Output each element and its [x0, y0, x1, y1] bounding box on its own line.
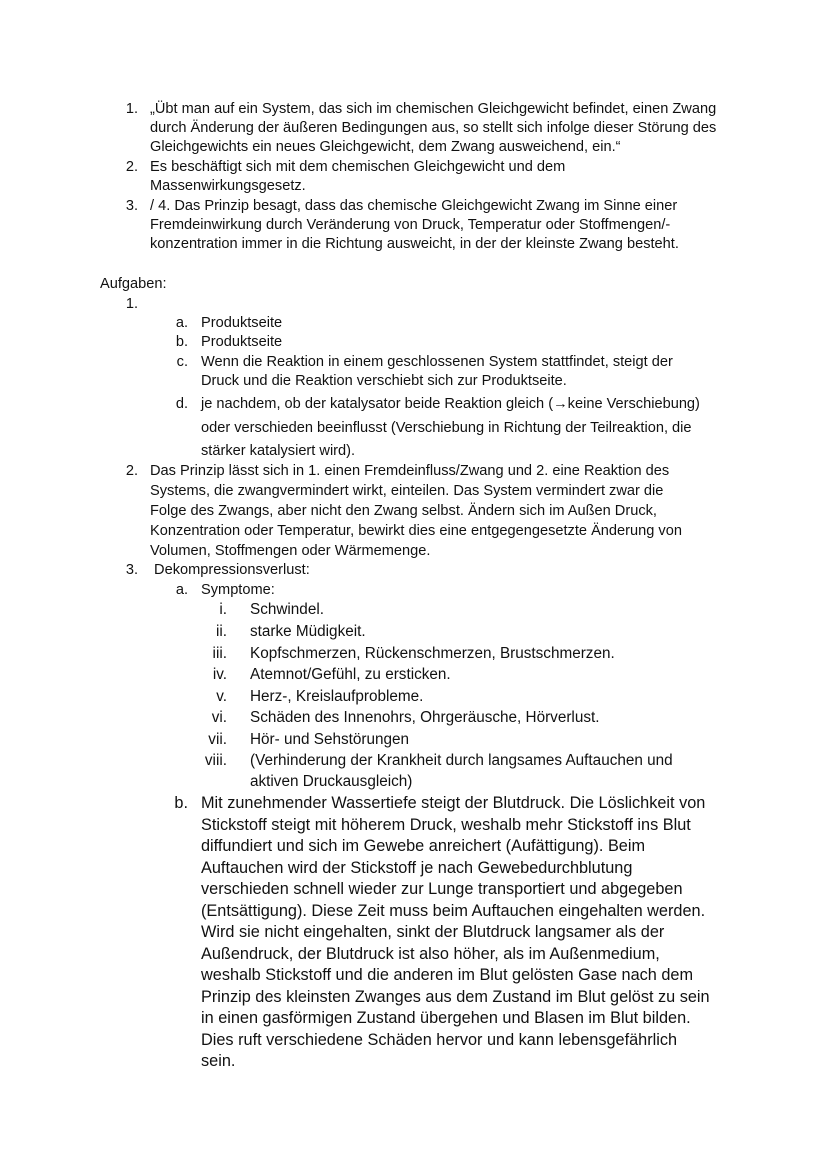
list-number: 2.	[125, 159, 138, 175]
text-line: Druck und die Reaktion verschiebt sich zur Produktseite.	[201, 373, 567, 389]
text-line: Dekompressionsverlust:	[150, 562, 310, 578]
text-line: „Übt man auf ein System, das sich im chemischen Gleichgewicht befindet, einen Zwang	[150, 101, 717, 117]
list-numeral: i.	[219, 601, 227, 618]
text-line: Außendruck, der Blutdruck ist also höher, als im Außenmedium,	[201, 945, 660, 963]
text-line: Schäden des Innenohrs, Ohrgeräusche, Hörverlust.	[250, 709, 600, 726]
text-line: Volumen, Stoffmengen oder Wärmemenge.	[150, 543, 431, 559]
text-line: Systems, die zwangvermindert wirkt, einteilen. Das System vermindert zwar die	[150, 483, 664, 499]
list-letter: d.	[175, 396, 188, 412]
text-line: Konzentration oder Temperatur, bewirkt dies eine entgegengesetzte Änderung von	[150, 523, 682, 539]
list-number: 3.	[125, 198, 138, 214]
text-line: Wenn die Reaktion in einem geschlossenen System stattfindet, steigt der	[201, 354, 673, 370]
list-number: 3.	[125, 562, 138, 578]
list-number: 2.	[125, 463, 138, 479]
text-line: Atemnot/Gefühl, zu ersticken.	[250, 666, 451, 683]
text-line: je nachdem, ob der katalysator beide Reaktion gleich (→keine Verschiebung)	[201, 396, 700, 412]
list-numeral: ii.	[215, 623, 227, 640]
text-line: Es beschäftigt sich mit dem chemischen Gleichgewicht und dem	[150, 159, 566, 175]
list-numeral: iv.	[212, 666, 227, 683]
list-number: 1.	[125, 101, 138, 117]
list-numeral: iii.	[212, 645, 227, 662]
text-line: Symptome:	[201, 582, 275, 598]
text-line: verschieden schnell wieder zur Lunge transportiert und abgegeben	[201, 880, 683, 898]
text-line: aktiven Druckausgleich)	[250, 773, 413, 790]
text-line: Stickstoff steigt mit höherem Druck, weshalb mehr Stickstoff ins Blut	[201, 816, 691, 834]
list-numeral: viii.	[204, 752, 227, 769]
list-letter: b.	[174, 794, 188, 812]
list-number: 1.	[125, 296, 138, 312]
list-letter: c.	[176, 354, 188, 370]
text-line: in einen gasförmigen Zustand übergehen und Blasen im Blut bilden.	[201, 1009, 691, 1027]
text-line: Kopfschmerzen, Rückenschmerzen, Brustschmerzen.	[250, 645, 615, 662]
text-line: (Entsättigung). Diese Zeit muss beim Auftauchen eingehalten werden.	[201, 902, 706, 920]
text-line: diffundiert und sich im Gewebe anreichert (Aufättigung). Beim	[201, 837, 646, 855]
text-line: Prinzip des kleinsten Zwanges aus dem Zustand im Blut gelöst zu sein	[201, 988, 710, 1006]
list-numeral: vii.	[208, 731, 227, 748]
text-line: konzentration immer in die Richtung ausweicht, in der der kleinste Zwang besteht.	[150, 236, 679, 252]
text-line: durch Änderung der äußeren Bedingungen aus, so stellt sich infolge dieser Störung des	[150, 120, 717, 136]
text-line: Produktseite	[201, 334, 283, 350]
text-line: / 4. Das Prinzip besagt, dass das chemische Gleichgewicht Zwang im Sinne einer	[150, 198, 678, 214]
text-line: Produktseite	[201, 315, 283, 331]
text-line: sein.	[201, 1052, 236, 1070]
text-line: Wird sie nicht eingehalten, sinkt der Blutdruck langsamer als der	[201, 923, 665, 941]
text-line: Folge des Zwangs, aber nicht den Zwang selbst. Ändern sich im Außen Druck,	[150, 503, 657, 519]
text-line: Das Prinzip lässt sich in 1. einen Fremdeinfluss/Zwang und 2. eine Reaktion des	[150, 463, 670, 479]
text-line: oder verschieden beeinflusst (Verschiebung in Richtung der Teilreaktion, die	[201, 420, 692, 436]
list-numeral: vi.	[211, 709, 227, 726]
list-letter: a.	[175, 315, 188, 331]
list-numeral: v.	[216, 688, 227, 705]
text-line: Dies ruft verschiedene Schäden hervor und kann lebensgefährlich	[201, 1031, 678, 1049]
text-line: Schwindel.	[250, 601, 324, 618]
text-line: starke Müdigkeit.	[250, 623, 366, 640]
text-line: (Verhinderung der Krankheit durch langsames Auftauchen und	[250, 752, 673, 769]
section-heading: Aufgaben:	[100, 276, 167, 292]
text-line: Gleichgewichts ein neues Gleichgewicht, dem Zwang ausweichend, ein.“	[150, 139, 621, 155]
text-line: stärker katalysiert wird).	[201, 443, 356, 459]
text-line: Herz-, Kreislaufprobleme.	[250, 688, 424, 705]
list-letter: a.	[175, 582, 188, 598]
text-line: weshalb Stickstoff und die anderen im Blut gelösten Gase nach dem	[201, 966, 694, 984]
text-line: Massenwirkungsgesetz.	[150, 178, 306, 194]
text-line: Hör- und Sehstörungen	[250, 731, 410, 748]
list-letter: b.	[175, 334, 188, 350]
text-line: Fremdeinwirkung durch Veränderung von Druck, Temperatur oder Stoffmengen/-	[150, 217, 671, 233]
text-line: Mit zunehmender Wassertiefe steigt der Blutdruck. Die Löslichkeit von	[201, 794, 706, 812]
text-line: Auftauchen wird der Stickstoff je nach Gewebedurchblutung	[201, 859, 633, 877]
